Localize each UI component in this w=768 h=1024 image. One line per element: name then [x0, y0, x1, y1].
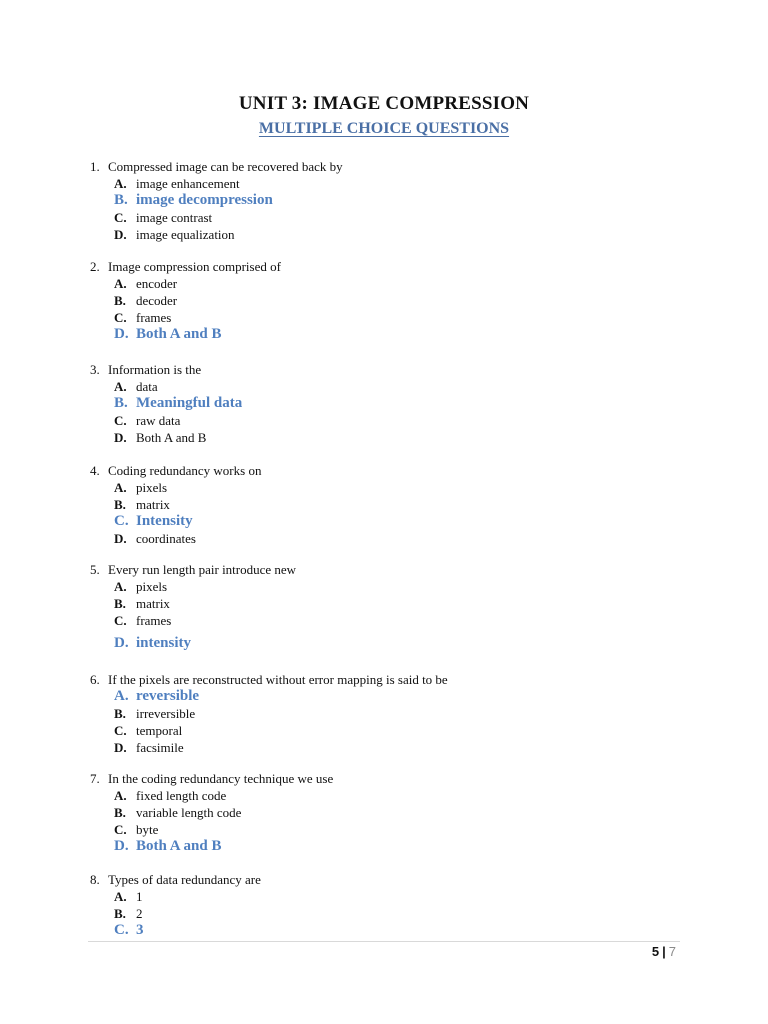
question-text — [90, 561, 296, 578]
answer-option — [90, 192, 343, 209]
option-text: image contrast — [136, 210, 213, 225]
option-letter: D. — [114, 740, 127, 755]
option-text: 3 — [136, 922, 144, 938]
option-item — [90, 530, 261, 547]
question-text — [90, 462, 261, 479]
question-label: If the pixels are reconstructed without error mapping is said to be — [108, 672, 448, 687]
option-item — [90, 739, 448, 756]
question-item — [90, 871, 261, 939]
question-text — [90, 158, 343, 175]
question-item — [90, 258, 281, 343]
option-letter: A. — [114, 688, 129, 704]
option-item — [90, 209, 343, 226]
option-text: image enhancement — [136, 176, 240, 191]
option-letter: D. — [114, 227, 127, 242]
option-letter: B. — [114, 596, 126, 611]
question-item — [90, 158, 343, 243]
option-item — [90, 292, 281, 309]
question-item — [90, 770, 333, 855]
option-text: intensity — [136, 635, 192, 651]
option-letter: C. — [114, 922, 129, 938]
option-letter: C. — [114, 723, 127, 738]
option-item — [90, 612, 296, 629]
question-item — [90, 361, 242, 446]
option-letter: D. — [114, 531, 127, 546]
option-text: byte — [136, 822, 159, 837]
current-page: 5 — [651, 944, 660, 959]
question-number: 3. — [90, 362, 100, 377]
question-item — [90, 671, 448, 756]
option-text: facsimile — [136, 740, 184, 755]
option-letter: B. — [114, 192, 128, 208]
answer-option — [90, 635, 296, 652]
subtitle-text: MULTIPLE CHOICE QUESTIONS — [258, 120, 510, 137]
option-text: coordinates — [136, 531, 196, 546]
option-item — [90, 496, 261, 513]
question-number: 7. — [90, 771, 100, 786]
answer-option — [90, 326, 281, 343]
option-item — [90, 821, 333, 838]
option-letter: C. — [114, 310, 127, 325]
option-letter: A. — [114, 889, 127, 904]
option-letter: A. — [114, 379, 127, 394]
option-letter: D. — [114, 326, 129, 342]
option-letter: C. — [114, 513, 129, 529]
option-text: Both A and B — [136, 430, 207, 445]
option-letter: B. — [114, 706, 126, 721]
option-text: frames — [136, 613, 172, 628]
option-text: reversible — [136, 688, 200, 704]
page-number — [652, 944, 676, 959]
option-item — [90, 722, 448, 739]
page-separator: | — [662, 944, 666, 959]
question-item — [90, 561, 296, 652]
option-letter: A. — [114, 579, 127, 594]
question-label: Compressed image can be recovered back by — [108, 159, 343, 174]
option-text: image decompression — [136, 192, 273, 208]
option-letter: D. — [114, 635, 129, 651]
option-item — [90, 705, 448, 722]
option-text: data — [136, 379, 158, 394]
option-text: Meaningful data — [136, 395, 243, 411]
question-number: 5. — [90, 562, 100, 577]
option-letter: C. — [114, 613, 127, 628]
question-number: 8. — [90, 872, 100, 887]
option-letter: D. — [114, 430, 127, 445]
question-label: Coding redundancy works on — [108, 463, 262, 478]
question-number: 4. — [90, 463, 100, 478]
answer-option — [90, 513, 261, 530]
option-item — [90, 175, 343, 192]
option-item — [90, 787, 333, 804]
answer-option — [90, 922, 261, 939]
option-item — [90, 888, 261, 905]
option-text: matrix — [136, 596, 170, 611]
option-text: Both A and B — [136, 326, 222, 342]
answer-option — [90, 838, 333, 855]
option-text: 1 — [136, 889, 143, 904]
option-text: 2 — [136, 906, 143, 921]
option-letter: B. — [114, 906, 126, 921]
option-item — [90, 595, 296, 612]
option-text: variable length code — [136, 805, 242, 820]
option-text: pixels — [136, 579, 168, 594]
option-item — [90, 429, 242, 446]
question-item — [90, 462, 261, 547]
option-text: raw data — [136, 413, 181, 428]
option-letter: B. — [114, 395, 128, 411]
option-text: irreversible — [136, 706, 196, 721]
option-item — [90, 412, 242, 429]
option-text: pixels — [136, 480, 168, 495]
option-text: encoder — [136, 276, 178, 291]
option-text: temporal — [136, 723, 183, 738]
option-item — [90, 479, 261, 496]
option-letter: B. — [114, 497, 126, 512]
question-label: Every run length pair introduce new — [108, 562, 297, 577]
option-item — [90, 226, 343, 243]
option-letter: A. — [114, 788, 127, 803]
option-letter: A. — [114, 176, 127, 191]
option-letter: B. — [114, 293, 126, 308]
page-title: UNIT 3: IMAGE COMPRESSION — [238, 93, 530, 114]
option-text: matrix — [136, 497, 170, 512]
question-number: 2. — [90, 259, 100, 274]
option-item — [90, 378, 242, 395]
option-letter: A. — [114, 276, 127, 291]
option-text: fixed length code — [136, 788, 227, 803]
option-item — [90, 905, 261, 922]
question-text — [90, 871, 261, 888]
question-text — [90, 258, 281, 275]
question-label: Image compression comprised of — [108, 259, 281, 274]
option-letter: C. — [114, 210, 127, 225]
option-text: frames — [136, 310, 172, 325]
option-item — [90, 309, 281, 326]
question-number: 1. — [90, 159, 100, 174]
total-pages: 7 — [668, 944, 676, 959]
option-text: Intensity — [136, 513, 193, 529]
option-text: image equalization — [136, 227, 235, 242]
option-letter: C. — [114, 822, 127, 837]
option-item — [90, 578, 296, 595]
question-label: Types of data redundancy are — [108, 872, 261, 887]
answer-option — [90, 688, 448, 705]
option-text: Both A and B — [136, 838, 222, 854]
option-letter: C. — [114, 413, 127, 428]
question-label: In the coding redundancy technique we use — [108, 771, 334, 786]
question-number: 6. — [90, 672, 100, 687]
question-label: Information is the — [108, 362, 202, 377]
option-item — [90, 275, 281, 292]
question-text — [90, 770, 333, 787]
footer-divider — [88, 941, 680, 942]
option-letter: D. — [114, 838, 129, 854]
option-item — [90, 804, 333, 821]
option-letter: B. — [114, 805, 126, 820]
question-text — [90, 671, 448, 688]
answer-option — [90, 395, 242, 412]
option-text: decoder — [136, 293, 178, 308]
question-text — [90, 361, 242, 378]
page-subtitle — [0, 120, 768, 138]
option-letter: A. — [114, 480, 127, 495]
